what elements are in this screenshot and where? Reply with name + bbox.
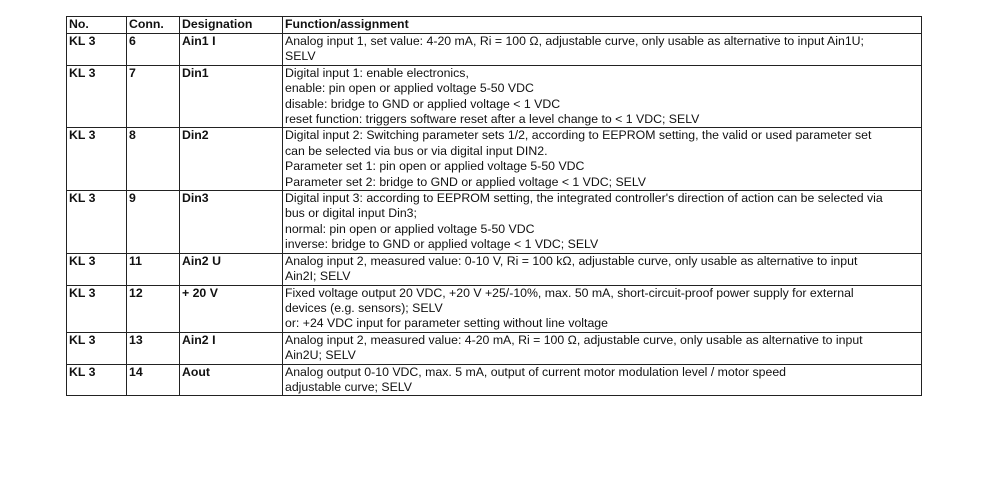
function-line: bus or digital input Din3; bbox=[285, 206, 417, 221]
table-row-conn-12 bbox=[67, 285, 922, 332]
function-line: Parameter set 1: pin open or applied voltage 5-50 VDC bbox=[285, 159, 585, 174]
function-line: Analog input 2, measured value: 4-20 mA, Ri = 100 Ω, adjustable curve, only usable as alternative to input bbox=[285, 332, 863, 347]
cell-conn: 13 bbox=[127, 332, 180, 364]
table-body bbox=[67, 34, 922, 396]
cell-conn: 12 bbox=[127, 285, 180, 332]
header-designation: Designation bbox=[180, 17, 283, 34]
cell-no: KL 3 bbox=[67, 128, 127, 191]
cell-conn: 14 bbox=[127, 364, 180, 396]
header-no: No. bbox=[67, 17, 127, 34]
function-line: Analog input 1, set value: 4-20 mA, Ri = 100 Ω, adjustable curve, only usable as alternative to input Ain1U; bbox=[285, 34, 864, 48]
cell-designation: Ain2 I bbox=[180, 332, 283, 364]
cell-no: KL 3 bbox=[67, 65, 127, 128]
cell-designation: Ain1 I bbox=[180, 34, 283, 66]
cell-function bbox=[283, 332, 922, 364]
function-line: Analog input 2, measured value: 0-10 V, Ri = 100 kΩ, adjustable curve, only usable as alternative to input bbox=[285, 253, 858, 268]
cell-designation: Din2 bbox=[180, 128, 283, 191]
function-line: Ain2U; SELV bbox=[285, 348, 356, 363]
cell-designation: Ain2 U bbox=[180, 253, 283, 285]
cell-conn: 7 bbox=[127, 65, 180, 128]
function-line: Digital input 3: according to EEPROM setting, the integrated controller's direction of action can be selected via bbox=[285, 191, 883, 206]
function-line: reset function: triggers software reset after a level change to < 1 VDC; SELV bbox=[285, 112, 700, 127]
table-row-conn-13 bbox=[67, 332, 922, 364]
cell-function bbox=[283, 34, 922, 66]
terminal-assignment-table bbox=[66, 16, 922, 396]
cell-designation: + 20 V bbox=[180, 285, 283, 332]
cell-no: KL 3 bbox=[67, 332, 127, 364]
cell-function bbox=[283, 65, 922, 128]
function-line: Fixed voltage output 20 VDC, +20 V +25/-10%, max. 50 mA, short-circuit-proof power supply for external bbox=[285, 285, 854, 300]
cell-designation: Aout bbox=[180, 364, 283, 396]
cell-conn: 8 bbox=[127, 128, 180, 191]
function-line: inverse: bridge to GND or applied voltage < 1 VDC; SELV bbox=[285, 237, 599, 252]
cell-function bbox=[283, 364, 922, 396]
function-line: SELV bbox=[285, 49, 316, 64]
header-row bbox=[67, 17, 922, 34]
function-line: disable: bridge to GND or applied voltage < 1 VDC bbox=[285, 96, 561, 111]
cell-conn: 11 bbox=[127, 253, 180, 285]
function-line: enable: pin open or applied voltage 5-50 VDC bbox=[285, 81, 534, 96]
cell-function bbox=[283, 253, 922, 285]
cell-no: KL 3 bbox=[67, 285, 127, 332]
function-line: Parameter set 2: bridge to GND or applied voltage < 1 VDC; SELV bbox=[285, 174, 647, 189]
header-function: Function/assignment bbox=[283, 17, 922, 34]
table-row-conn-14 bbox=[67, 364, 922, 396]
table-row-conn-11 bbox=[67, 253, 922, 285]
table-row-conn-9 bbox=[67, 191, 922, 254]
cell-function bbox=[283, 128, 922, 191]
function-line: devices (e.g. sensors); SELV bbox=[285, 300, 443, 315]
cell-no: KL 3 bbox=[67, 253, 127, 285]
table-header bbox=[67, 17, 922, 34]
table-row-conn-6 bbox=[67, 34, 922, 66]
function-line: Digital input 2: Switching parameter sets 1/2, according to EEPROM setting, the valid or used parameter set bbox=[285, 128, 872, 143]
function-line: or: +24 VDC input for parameter setting without line voltage bbox=[285, 316, 608, 331]
cell-no: KL 3 bbox=[67, 364, 127, 396]
cell-designation: Din3 bbox=[180, 191, 283, 254]
table-row-conn-7 bbox=[67, 65, 922, 128]
header-conn: Conn. bbox=[127, 17, 180, 34]
cell-function bbox=[283, 191, 922, 254]
function-line: can be selected via bus or via digital input DIN2. bbox=[285, 143, 548, 158]
cell-no: KL 3 bbox=[67, 34, 127, 66]
function-line: Ain2I; SELV bbox=[285, 269, 351, 284]
cell-function bbox=[283, 285, 922, 332]
function-line: adjustable curve; SELV bbox=[285, 379, 412, 394]
function-line: Digital input 1: enable electronics, bbox=[285, 65, 469, 80]
cell-no: KL 3 bbox=[67, 191, 127, 254]
cell-conn: 9 bbox=[127, 191, 180, 254]
cell-designation: Din1 bbox=[180, 65, 283, 128]
cell-conn: 6 bbox=[127, 34, 180, 66]
table-row-conn-8 bbox=[67, 128, 922, 191]
function-line: normal: pin open or applied voltage 5-50 VDC bbox=[285, 221, 535, 236]
function-line: Analog output 0-10 VDC, max. 5 mA, output of current motor modulation level / motor speed bbox=[285, 364, 787, 379]
